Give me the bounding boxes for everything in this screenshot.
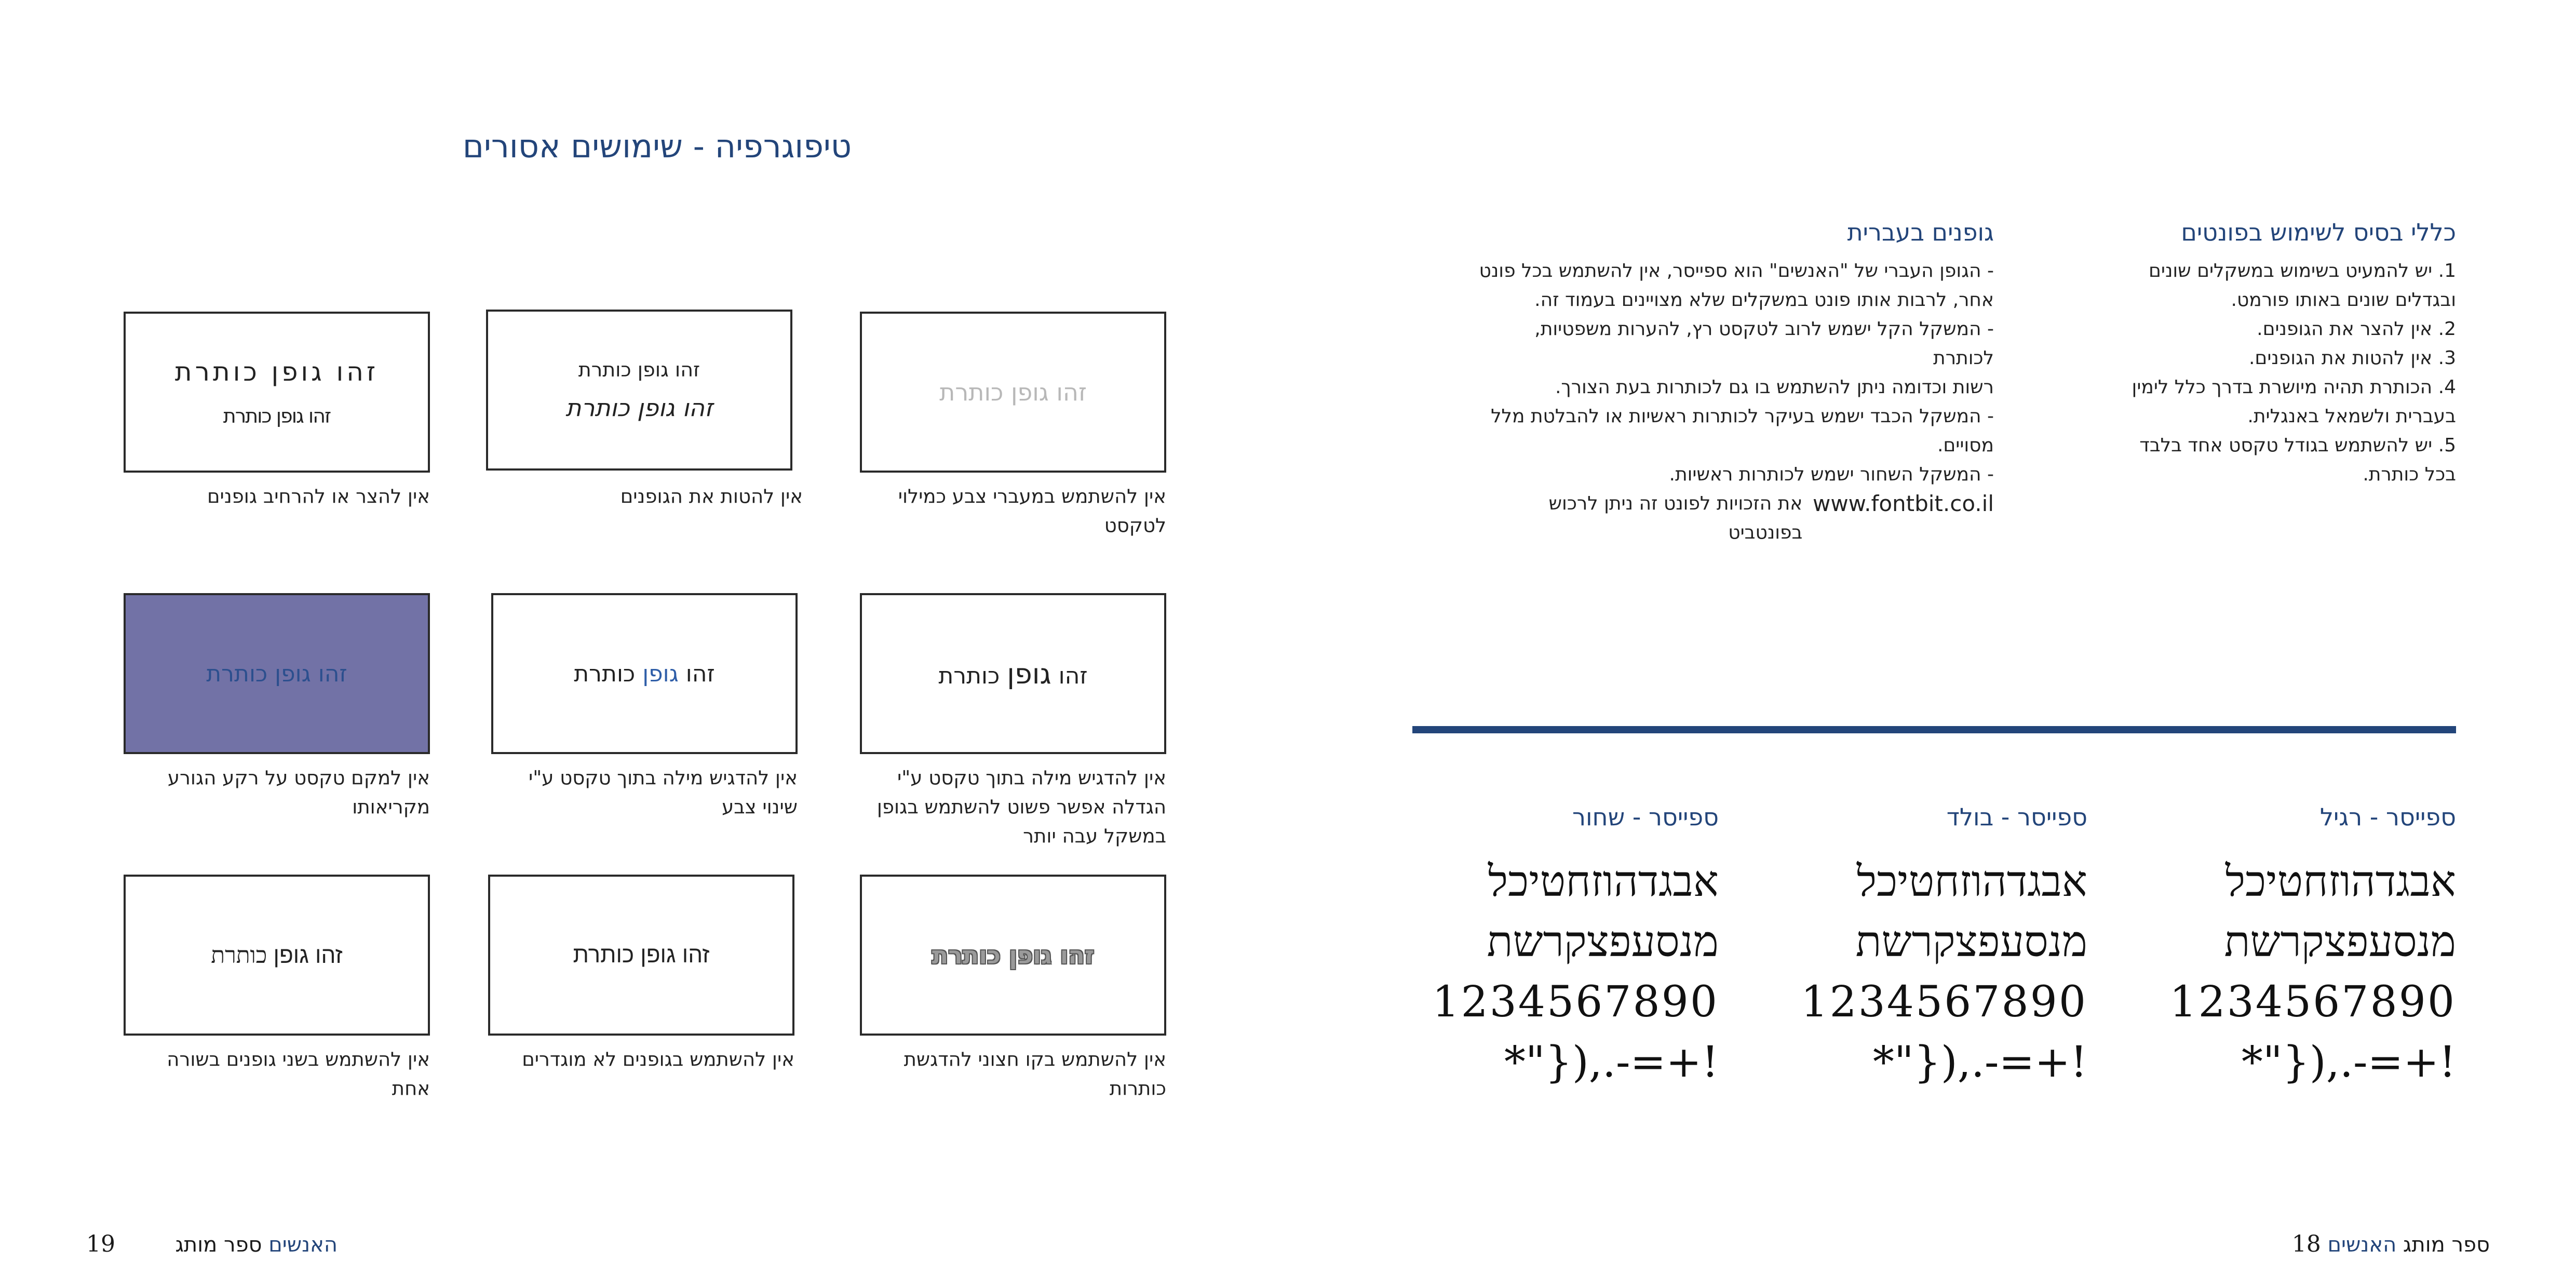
card-text: זהו גופן כותרת	[573, 942, 710, 968]
page-number: 18	[2291, 1231, 2321, 1257]
footer-book: ספר מותג	[2403, 1233, 2490, 1257]
rules-item: 4. הכותרת תהיה מיושרת בדרך כלל לימין	[2132, 377, 2456, 398]
fonts-line: - הגופן העברי של "האנשים" הוא ספייסר, אין להשתמש בכל פונט	[1479, 260, 1994, 281]
example-card-italic	[486, 310, 792, 471]
specimen-symbols: !+=-.,({"*	[2241, 1038, 2456, 1087]
specimen-digits: 1234567890	[1801, 977, 2087, 1027]
specimen-symbols: !+=-.,({"*	[1504, 1038, 1719, 1087]
card-caption: אין להדגיש מילה בתוך טקסט ע"י הגדלה אפשר פשוט להשתמש בגופן במשקל עבה יותר	[876, 767, 1166, 847]
specimen-regular	[2093, 852, 2456, 1093]
specimen-heading-black: ספייסר - שחור	[1572, 803, 1719, 831]
right-footer	[2292, 1231, 2490, 1257]
fonts-line: - המשקל הקל ישמש לרוב לטקסט רץ, להערות משפטיות, לכותרת	[1534, 318, 1994, 369]
example-card-gradient	[860, 312, 1166, 473]
fonts-line: מסויים.	[1937, 435, 1994, 456]
specimen-digits: 1234567890	[1432, 977, 1719, 1027]
rules-list	[2025, 257, 2456, 489]
colored-word: גופן	[642, 660, 679, 687]
specimen-letters: מנסעפצקרשת	[1855, 917, 2087, 967]
rules-item: 5. יש להשתמש בגודל טקסט אחד בלבד	[2139, 435, 2456, 456]
specimen-bold	[1724, 852, 2087, 1093]
card-text-italic: זהו גופן כותרת	[565, 394, 713, 422]
fonts-heading: גופנים בעברית	[1847, 218, 1994, 246]
fonts-line: רשות וכדומה ניתן להשתמש בו גם לכותרות בעת הצורך.	[1555, 377, 1994, 398]
card-text: זהו גופן כותרת	[578, 358, 700, 381]
example-card-bad-background	[124, 593, 430, 754]
specimen-digits: 1234567890	[2169, 977, 2456, 1027]
fonts-line: - המשקל השחור ישמש לכותרות ראשיות.	[1669, 464, 1994, 485]
card-text: זהו גופן כותרת	[938, 657, 1088, 690]
example-card-outline	[860, 875, 1166, 1036]
card-caption: אין להדגיש מילה בתוך טקסט ע"י שינוי צבע	[529, 767, 798, 818]
example-card-undefined-font	[488, 875, 794, 1036]
card-text-outlined: זהו גופן כותרת	[932, 941, 1095, 969]
specimen-letters: אבגדהוזחטיכל	[1856, 857, 2087, 906]
fonts-description	[1475, 257, 1994, 547]
rules-item: 3. אין להטות את הגופנים.	[2248, 347, 2456, 369]
fonts-line: - המשקל הכבד ישמש בעיקר לכותרות ראשיות או להבלטת מלל	[1491, 406, 1994, 427]
card-text: זהו גופן כותרת	[939, 378, 1087, 406]
left-footer	[86, 1231, 338, 1257]
example-card-mixed-fonts	[124, 875, 430, 1036]
example-card-stretched	[124, 312, 430, 473]
card-caption: אין למקם טקסט על רקע הגורע מקריאותו	[167, 767, 430, 818]
specimen-heading-bold: ספייסר - בולד	[1946, 803, 2087, 831]
specimen-black	[1355, 852, 1719, 1093]
page-number: 19	[86, 1231, 115, 1257]
rules-item: בעברית ולשמאל באנגלית.	[2247, 406, 2456, 427]
footer-brand: האנשים	[2327, 1233, 2397, 1257]
fonts-line: אחר, לרבות אותו פונט במשקלים שלא מצויינים בעמוד זה.	[1534, 289, 1994, 311]
card-caption: אין להצר או להרחיב גופנים	[207, 485, 430, 507]
card-caption: אין להשתמש בגופנים לא מוגדרים	[522, 1048, 794, 1070]
specimen-symbols: !+=-.,({"*	[1872, 1038, 2087, 1087]
rules-item: 1. יש להמעיט בשימוש במשקלים שונים	[2149, 260, 2456, 281]
card-caption: אין להשתמש בשני גופנים בשורה אחת	[167, 1048, 430, 1099]
card-caption: אין להטות את הגופנים	[620, 485, 803, 507]
fontbit-link[interactable]: www.fontbit.co.il	[1812, 491, 1994, 516]
card-caption: אין להשתמש במעברי צבע כמילוי לטקסט	[898, 485, 1166, 536]
card-text-narrow: זהו גופן כותרת	[223, 405, 331, 427]
example-card-emphasis-size	[860, 593, 1166, 754]
footer-book: ספר מותג	[175, 1233, 262, 1257]
card-text: זהו גופן כותרת	[211, 942, 343, 969]
license-text: את הזכויות לפונט זה ניתן לרכוש בפונטביט	[1548, 493, 1803, 543]
section-divider	[1412, 726, 2456, 733]
specimen-heading-regular: ספייסר - רגיל	[2319, 803, 2456, 831]
license-line	[1475, 489, 1994, 547]
card-text-wide: זהו גופן כותרת	[174, 357, 379, 387]
rules-item: בכל כותרת.	[2363, 464, 2456, 485]
footer-brand: האנשים	[268, 1233, 338, 1257]
enlarged-word: גופן	[1007, 657, 1051, 690]
example-card-emphasis-color	[491, 593, 798, 754]
specimen-letters: מנסעפצקרשת	[2224, 917, 2456, 967]
specimen-letters: אבגדהוזחטיכל	[2225, 857, 2456, 906]
rules-item: 2. אין להצר את הגופנים.	[2257, 318, 2456, 340]
specimen-letters: מנסעפצקרשת	[1487, 917, 1719, 967]
page-title: טיפוגרפיה - שימושים אסורים	[462, 127, 852, 165]
card-text: זהו גופן כותרת	[206, 660, 347, 687]
rules-heading: כללי בסיס לשימוש בפונטים	[2181, 218, 2456, 246]
card-caption: אין להשתמש בקו חצוני להדגשת כותרות	[903, 1048, 1166, 1099]
card-text: זהו גופן כותרת	[574, 660, 715, 687]
specimen-letters: אבגדהוזחטיכל	[1488, 857, 1719, 906]
rules-item: ובגדלים שונים באותו פורמט.	[2231, 289, 2456, 311]
